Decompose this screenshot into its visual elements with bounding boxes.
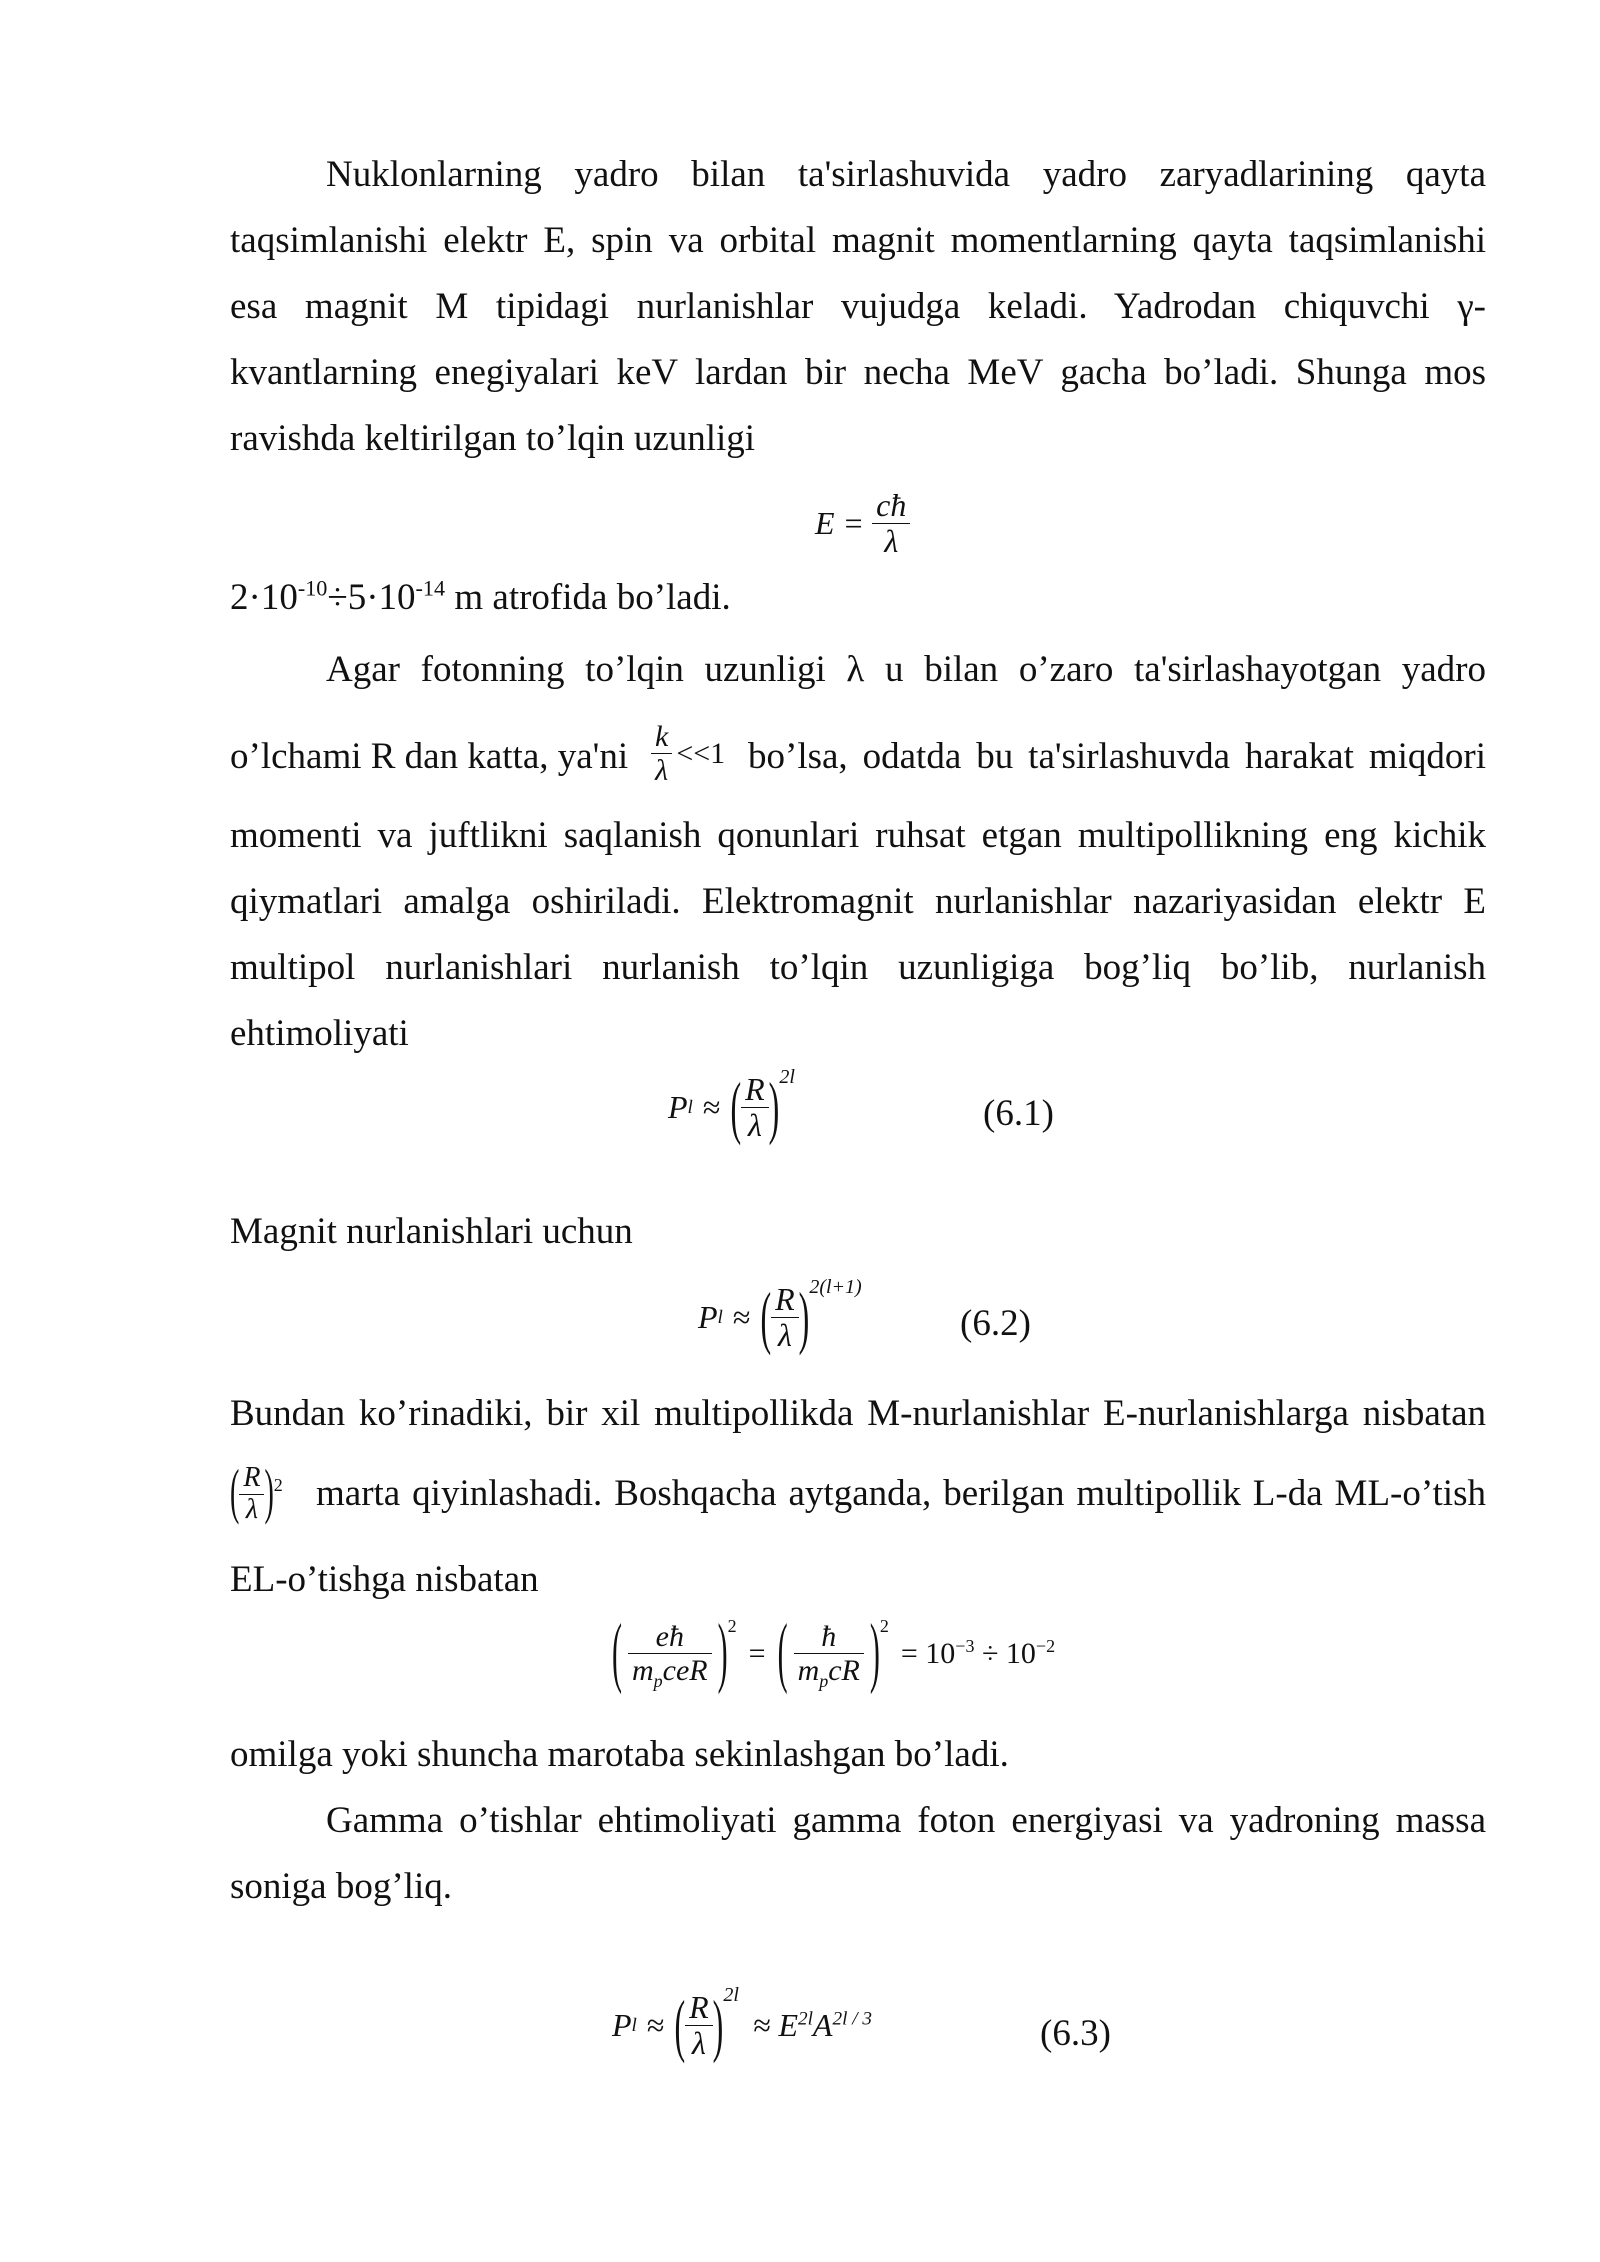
paragraph3-line2-end: marta qiyinlashadi. Boshqacha aytganda, berilgan multipollik L-da ML-o’tish [316,1473,1486,1514]
left-paren: ( [230,1458,240,1527]
eq63-rhs-e: ≈ E [752,2007,798,2044]
eq63-rhs [753,2007,872,2044]
energy-equation [815,488,910,559]
ratio-den1-m: m [632,1654,654,1687]
ratio-den2-rest: cR [828,1654,860,1687]
ratio-den2-m: m [797,1654,820,1687]
left-paren: ( [674,1984,686,2065]
range-sep: ÷5·10 [327,577,416,618]
range-a: 2·10 [230,577,298,618]
range-line [230,576,1486,620]
equation-6-3: P l ≈ ( $\frac{R}{\lambda}$ ) 2l ≈ $E^{2l}A^{2l / 3}$ [612,1990,872,2061]
eq63-rhs-exp1: 2l [797,2008,813,2030]
eq63-exponent: 2l [723,1984,739,2006]
energy-eq-numerator: cħ [876,487,907,523]
ratio-equation [612,1609,1056,1696]
eq62-numerator: R [775,1281,795,1317]
paragraph2-line6: ehtimoliyati [230,1013,409,1054]
paragraph3-ratio [230,1458,283,1527]
eq62-approx: ≈ [732,1299,751,1336]
energy-eq-lhs: E = [815,505,865,542]
right-paren: ) [798,1276,810,1357]
equation-6-2: P l ≈ ( $\frac{R}{\lambda}$ ) 2(l+1) [698,1282,862,1353]
ratio-den1-rest: ceR [662,1654,708,1687]
ratio-denominator-2 [794,1654,864,1691]
magnit-line: Magnit nurlanishlari uchun [230,1211,633,1252]
eq63-numerator: R [689,1989,709,2025]
paragraph1-line5: ravishda keltirilgan to’lqin uzunligi [230,418,756,459]
eq62-lhs: P [698,1299,718,1336]
eq61-denominator: λ [747,1107,762,1144]
eq61-fraction [741,1072,769,1143]
right-paren: ) [768,1066,780,1147]
paragraph3-numerator: R [243,1461,261,1493]
eq63-rhs-exp2: 2l / 3 [832,2008,872,2030]
inequality-numerator: k [654,720,669,753]
paragraph1-line3: esa magnit M tipidagi nurlanishlar vujudga keladi. Yadrodan chiquvchi γ- [230,286,1486,327]
paragraph4-line2: Gamma o’tishlar ehtimoliyati gamma foton energiyasi va yadroning massa [326,1800,1486,1841]
ratio-den1-sub: p [653,1671,663,1691]
eq61-lhs: P [668,1089,688,1126]
left-paren: ( [612,1609,622,1696]
ratio-rhs-start: = 10 [900,1636,956,1670]
paragraph4-line3: soniga bog’liq. [230,1866,452,1907]
range-a-exponent: -10 [297,575,328,601]
left-paren: ( [730,1066,742,1147]
right-paren: ) [717,1609,728,1696]
range-b-exponent: -14 [415,575,446,601]
ratio-den2-sub: p [819,1671,829,1691]
paragraph2-line2-start: o’lchami R dan katta, ya'ni [230,735,629,777]
ratio-numerator-2: ħ [821,1620,837,1653]
paragraph1-line2: taqsimlanishi elektr E, spin va orbital magnit momentlarning qayta taqsimlanishi [230,220,1486,261]
paragraph2-line5: multipol nurlanishlari nurlanish to’lqin uzunligiga bog’liq bo’lib, nurlanish [230,947,1486,988]
ratio-rhs [901,1637,1055,1671]
paragraph3-fraction [239,1463,264,1526]
eq62-label: (6.2) [960,1303,1031,1344]
paragraph2-line2 [230,720,1486,787]
right-paren: ) [264,1458,274,1527]
paragraph3-line3: EL-o’tishga nisbatan [230,1559,539,1600]
equation-6-1: P l ≈ ( $\frac{R}{\lambda}$ ) 2l [668,1072,795,1143]
ratio-rhs-exp1: −3 [955,1635,975,1656]
eq62-denominator: λ [777,1317,792,1354]
eq63-label: (6.3) [1040,2013,1111,2054]
eq61-numerator: R [745,1071,765,1107]
ratio-fraction-1 [628,1620,712,1691]
range-rest: m atrofida bo’ladi. [445,577,731,618]
eq63-rhs-a: A [812,2007,833,2044]
inequality-denominator: λ [655,754,669,787]
paragraph3-line1: Bundan ko’rinadiki, bir xil multipollikda M-nurlanishlar E-nurlanishlarga nisbatan [230,1393,1486,1434]
ratio-exponent-2: 2 [879,1616,889,1636]
paragraph3-line2 [230,1458,1486,1530]
eq62-fraction [771,1282,799,1353]
eq63-denominator: λ [691,2025,706,2062]
inequality-fraction [651,720,672,787]
ratio-denominator-1 [628,1654,712,1691]
paragraph2-line1: Agar fotonning to’lqin uzunligi λ u bilan o’zaro ta'sirlashayotgan yadro [326,649,1486,690]
eq63-lhs: P [612,2007,632,2044]
energy-eq-fraction [872,488,910,559]
eq62-exponent: 2(l+1) [809,1276,862,1298]
ratio-exponent-1: 2 [727,1616,737,1636]
energy-eq-denominator: λ [884,523,899,560]
ratio-rhs-exp2: −2 [1035,1635,1056,1656]
paragraph4-line1: omilga yoki shuncha marotaba sekinlashgan bo’ladi. [230,1734,1009,1775]
paragraph1-line4: kvantlarning enegiyalari keV lardan bir necha MeV gacha bo’ladi. Shunga mos [230,352,1486,393]
ratio-rhs-div: ÷ 10 [974,1636,1036,1670]
right-paren: ) [869,1609,880,1696]
paragraph3-denominator: λ [245,1493,258,1525]
eq61-approx: ≈ [702,1089,721,1126]
paragraph2-line2-end: bo’lsa, odatda bu ta'sirlashuvda harakat miqdori [748,735,1486,777]
paragraph2-line3: momenti va juftlikni saqlanish qonunlari ruhsat etgan multipollikning eng kichik [230,815,1486,856]
left-paren: ( [777,1609,788,1696]
ratio-equals: = [748,1636,766,1670]
right-paren: ) [712,1984,724,2065]
paragraph3-exponent: 2 [273,1474,283,1495]
eq61-exponent: 2l [779,1066,795,1088]
eq63-fraction [685,1990,713,2061]
paragraph2-line4: qiymatlari amalga oshiriladi. Elektromagnit nurlanishlar nazariyasidan elektr E [230,881,1486,922]
eq61-label: (6.1) [983,1093,1054,1134]
paragraph1-line1: Nuklonlarning yadro bilan ta'sirlashuvida yadro zaryadlarining qayta [326,154,1486,195]
ratio-numerator-1: eħ [655,1620,684,1653]
left-paren: ( [760,1276,772,1357]
inequality [651,720,725,787]
eq63-approx: ≈ [646,2007,665,2044]
inequality-rhs: <<1 [676,736,726,770]
ratio-fraction-2 [794,1620,864,1691]
